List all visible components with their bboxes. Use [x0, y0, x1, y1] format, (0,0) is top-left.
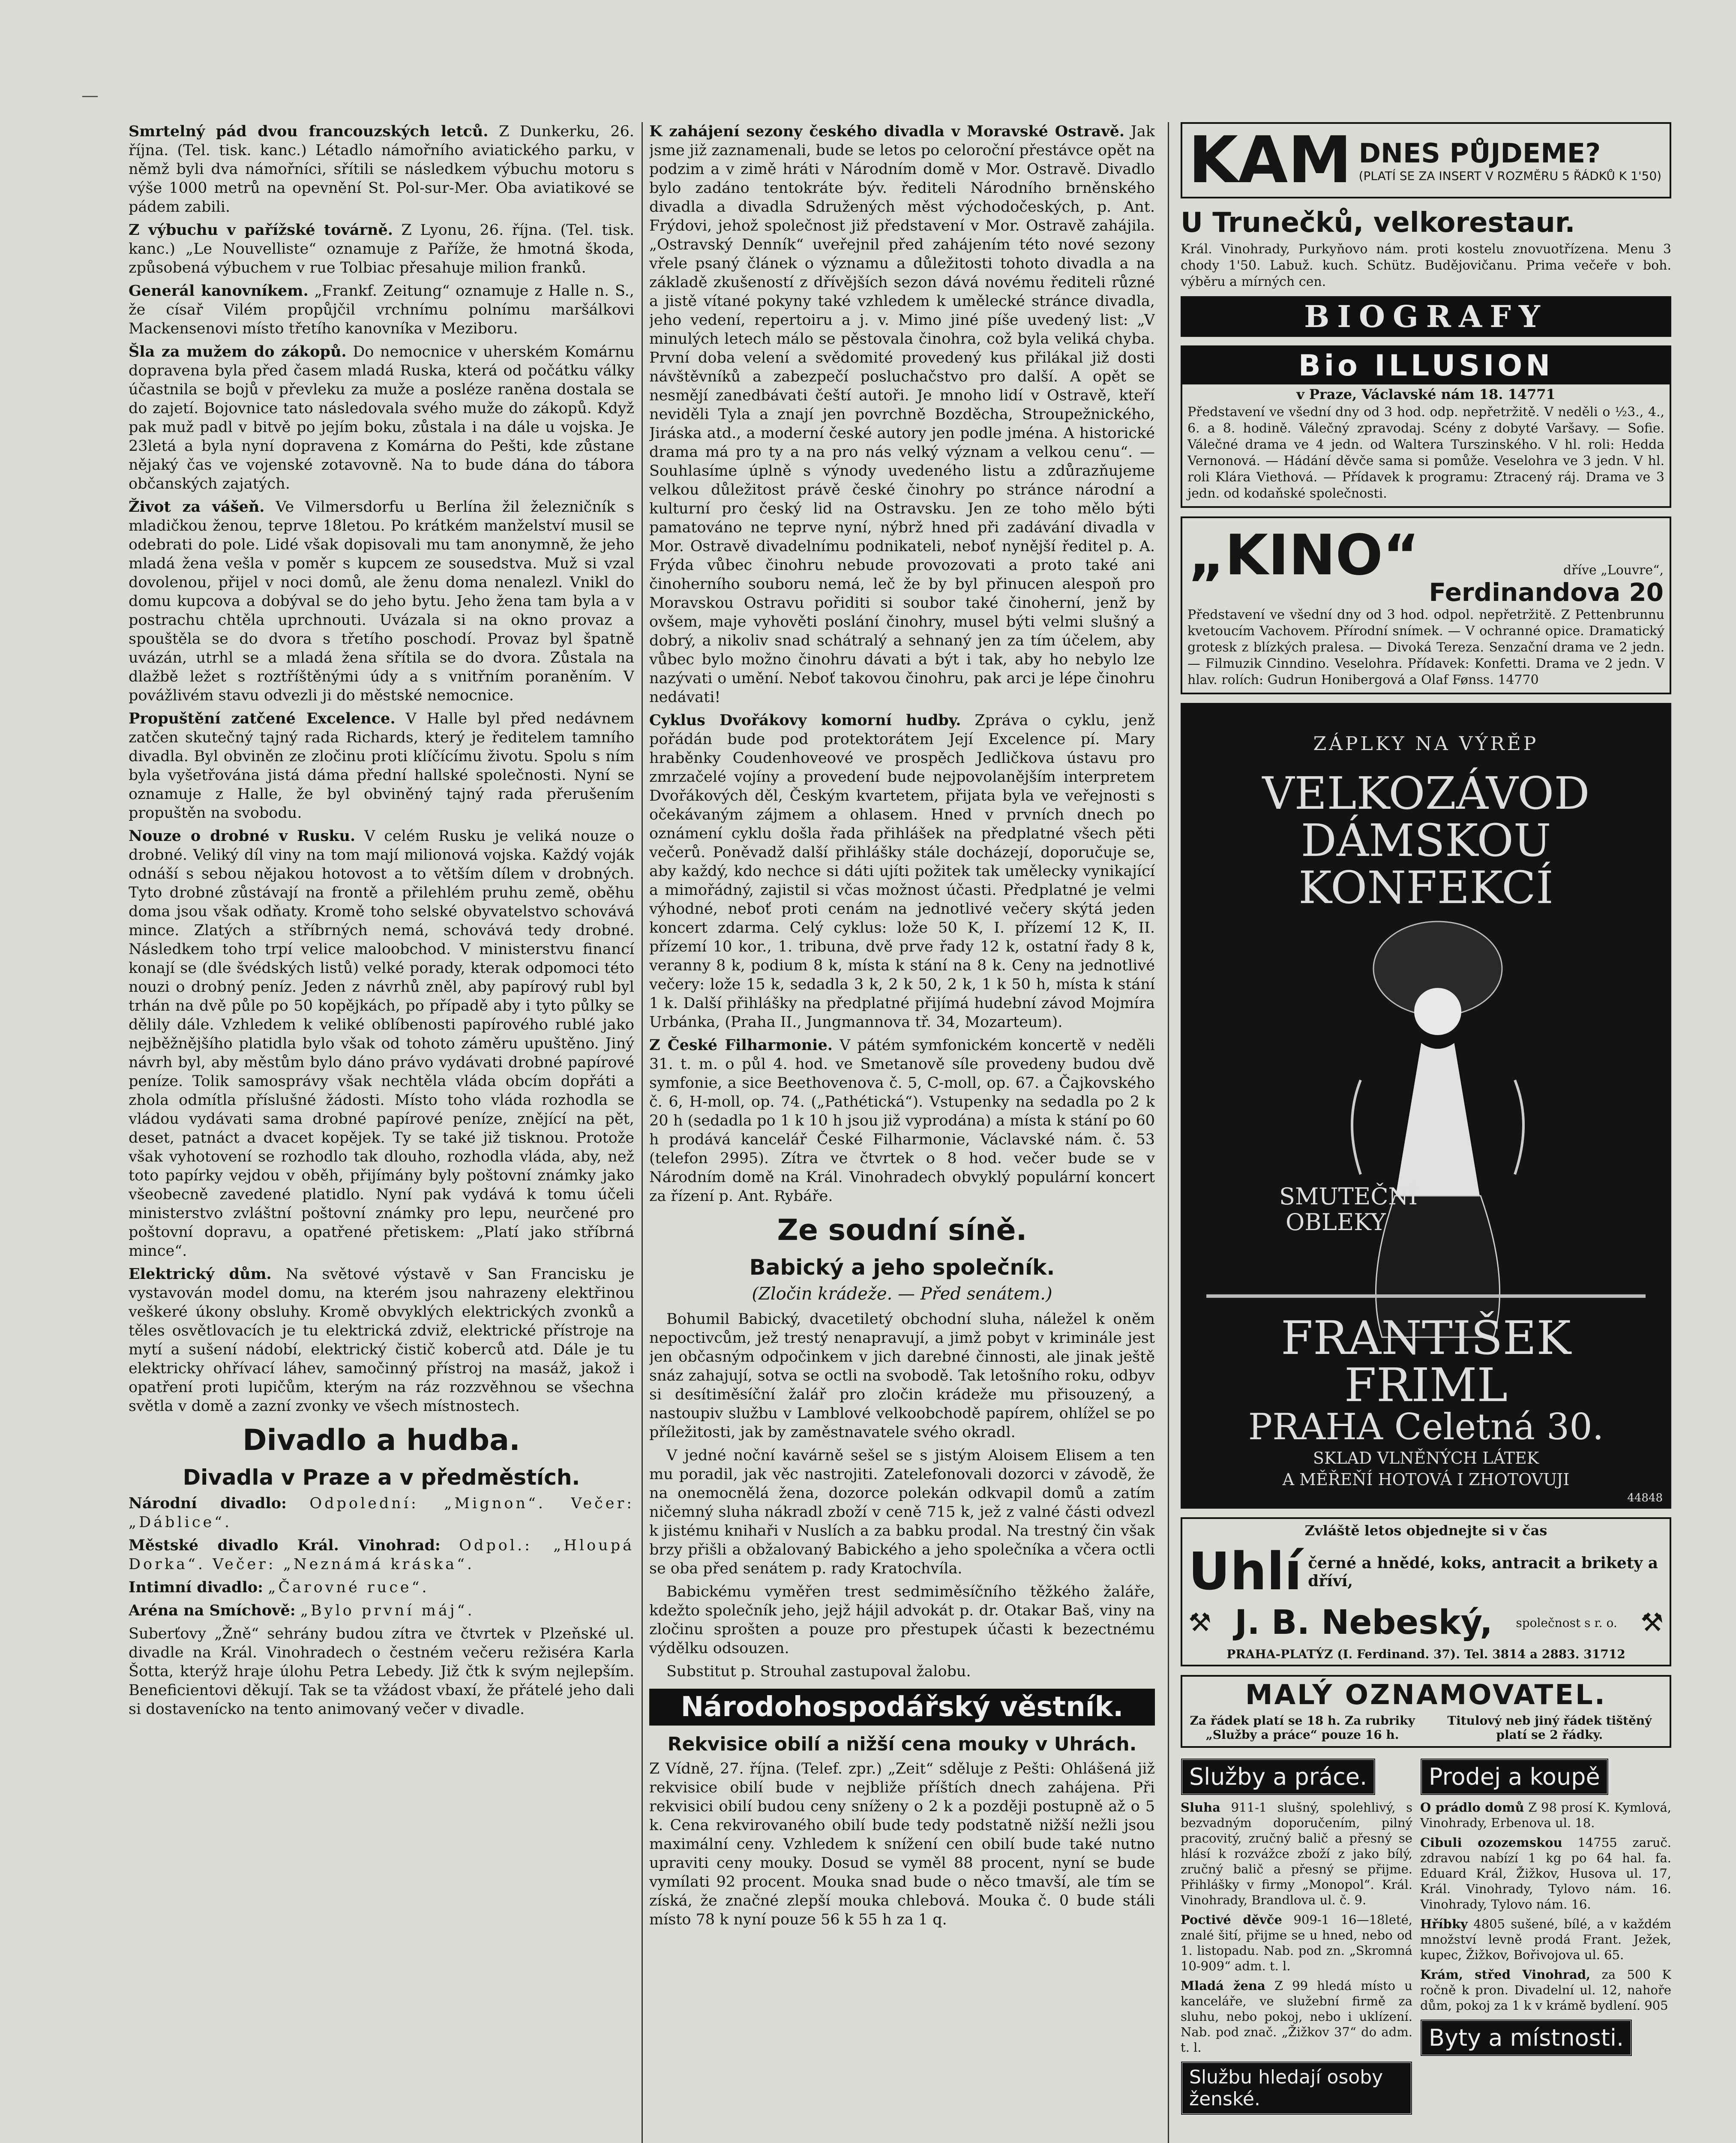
- column-2: [649, 122, 1155, 2143]
- classified-ad: [1420, 1916, 1671, 1963]
- news-article: [129, 1265, 634, 1416]
- small-ads-header: [1181, 1675, 1671, 1748]
- friml-poster-ad: [1181, 703, 1671, 1509]
- news-article-body: Do nemocnice v uherském Komárnu dopravena byla před časem mladá Ruska, která od počátku války účastnila se bojů v převleku za muže a posléze raněna dostala se do zajetí. Bojovnice tato následovala svého muže do zákopů. Když pak muž padl v bitvě po jejím boku, zůstala i na dále u vojska. Je 23letá a byla nyní dopravena z Komárna do Pešti, kde zůstane nějaký čas ve vojenské zotavovně. Na to bude dána do tábora občanských zajatých.: [129, 343, 634, 492]
- economy-subheading: Rekvisice obilí a nižší cena mouky v Uhrách.: [667, 1733, 1137, 1755]
- news-article: [129, 709, 634, 822]
- classified-text: Z 98 prosí K. Kymlová, Vinohrady, Erbenova ul. 18.: [1420, 1800, 1671, 1830]
- poster-bottom1: SKLAD VLNĚNÝCH LÁTEK: [1313, 1449, 1539, 1468]
- classified-headline: Sluha: [1181, 1800, 1220, 1815]
- theatre-venue: Městské divadlo Král. Vinohrad:: [129, 1537, 441, 1554]
- theatre-venue: Národní divadlo:: [129, 1495, 287, 1512]
- poster-bottom2: A MĚŘEŇÍ HOTOVÁ I ZHOTOVUJI: [1282, 1470, 1570, 1489]
- news-article-body: „Frankf. Zeitung“ oznamuje z Halle n. S., že císař Vilém propůjčil vrchnímu polnímu maršálkovi Mackensenovi místo třetího kanovníka v Meziboru.: [129, 282, 634, 337]
- kino-logo: „KINO“: [1188, 522, 1420, 588]
- services-header: Služby a práce.: [1181, 1758, 1376, 1795]
- court-heading: Ze soudní síně.: [777, 1213, 1027, 1247]
- classified-ad: [1181, 1978, 1412, 2055]
- culture-articles: [649, 122, 1155, 1206]
- trunecku-text: Král. Vinohrady, Purkyňovo nám. proti kostelu znovuotřízena. Menu 3 chody 1'50. Labuž. kuch. Schütz. Budějovičanu. Prima večeře v boh. výběru a mírných cen.: [1181, 242, 1671, 289]
- section-theatre-heading: Divadlo a hudba.: [243, 1423, 520, 1457]
- news-article-headline: Z výbuchu v pařížské továrně.: [129, 221, 393, 239]
- kam-ad: [1181, 122, 1671, 198]
- small-ads-rate: Za řádek platí se 18 h. Za rubriky „Služby a práce“ pouze 16 h.: [1190, 1714, 1415, 1742]
- news-article-body: V Halle byl před nedávnem zatčen skutečný tajný rada Richards, který je ředitelem tamního divadla. Byl obviněn ze zločinu proti klíčícímu životu. Spolu s ním byla vyšetřována jistá dáma přední hallské společnosti. Nyní se oznamuje z Halle, že byl obviněný tajný rada přerušením propuštěn na svobodu.: [129, 710, 634, 822]
- theatre-listing: [129, 1601, 634, 1620]
- classified-headline: Krám, střed Vinohrad,: [1420, 1967, 1591, 1982]
- theatre-venue: Aréna na Smíchově:: [129, 1602, 296, 1619]
- poster-city: PRAHA Celetná 30.: [1248, 1406, 1604, 1448]
- classified-headline: Poctivé děvče: [1181, 1912, 1282, 1927]
- theatre-program: „Čarovné ruce“.: [268, 1579, 429, 1596]
- small-ads-title-rate: Titulový neb jiný řádek tištěný platí se 2 řádky.: [1447, 1714, 1652, 1742]
- bio-illusion-address: v Praze, Václavské nám 18. 14771: [1296, 386, 1556, 402]
- classified-ad: [1181, 1800, 1412, 1908]
- culture-article-headline: Cyklus Dvořákovy komorní hudby.: [649, 711, 961, 729]
- bio-illusion-ad: [1181, 345, 1671, 508]
- classified-ad: [1420, 1967, 1671, 2013]
- theatre-venue: Intimní divadlo:: [129, 1579, 264, 1596]
- poster-name1: FRANTIŠEK: [1281, 1312, 1571, 1365]
- classified-ad: [1420, 1835, 1671, 1912]
- court-paragraph: V jedné noční kavárně sešel se s jistým Aloisem Elisem a ten mu poradil, jak věc nastrojiti. Zatelefonovali dozorci v závodě, že na onemocnělá žena, dozorce polekán odkvapil domů a zatím ničemný sluha nákradl zboží v ceně 715 k, jež z valné části odvezl k jistému knihaři v Nuslích a za babku prodal. Na trestný čin však brzy přišli a obžalovaný Babického a jeho společníka a včera octli se oba před senátem p. rady Kratochvíla.: [649, 1447, 1155, 1577]
- classified-headline: Cibuli ozozemskou: [1420, 1835, 1562, 1850]
- nebesky-company: společnost s r. o.: [1516, 1615, 1617, 1630]
- theatre-listing: [129, 1578, 634, 1597]
- page-edge-mark: —: [81, 86, 99, 105]
- classifieds-right: [1420, 1800, 1671, 2013]
- economy-article: Z Vídně, 27. října. (Telef. zpr.) „Zeit“ sděluje z Pešti: Ohlášená již rekvisice obilí bude v nejbliže příštích dnech zahájena. Při rekvisici obilí budou ceny sníženy o 2 k a později postupně až o 5 k. Cena rekvirovaného obilí bude tedy podstatně nižší nežli jsou maximální ceny. Vzhledem k snížení cen obilí bude také nutno upraviti ceny mouky. Dosud se vyměl 88 procent, nyní se bude vymílati 92 procent. Mouka snad bude o něco tmavší, ale tím se získá, že značné zlepší mouka chlebová. Mouka č. 0 bude stáli místo 78 k nyní pouze 56 k 55 h za 1 q.: [649, 1760, 1155, 1928]
- news-article: [129, 122, 634, 216]
- theatre-program: Odpol.: „Hloupá Dorka“. Večer: „Neznámá kráska“.: [129, 1537, 634, 1573]
- culture-article-headline: Z České Filharmonie.: [649, 1036, 833, 1054]
- hammer-icon: ⚒: [1188, 1608, 1211, 1638]
- biografy-band: BIOGRAFY: [1181, 296, 1671, 337]
- kam-title: DNES PŮJDEME?: [1358, 138, 1601, 169]
- kam-note: (PLATÍ SE ZA INSERT V ROZMĚRU 5 ŘÁDKŮ K 1'50): [1358, 169, 1662, 183]
- trunecku-title: U Trunečků, velkorestaur.: [1181, 207, 1575, 239]
- classified-text: 911-1 slušný, spolehlivý, s bezvadným doporučením, pilný pracovitý, zručný balič a přesný se hlásí k rozvážce zboží z jako bílý, zručný balič a přesný se přijme. Přihlášky v firmy „Monopol“. Král. Vinohrady, Brandlova ul. č. 9.: [1181, 1800, 1412, 1907]
- column-1: [129, 122, 634, 2143]
- court-paragraph: Bohumil Babický, dvacetiletý obchodní sluha, náležel k oněm nepoctivcům, jež trestý nenapravují, a jimž pobyt v kriminále jest jen občasným odpočinkem v jich darebné činnosti, ale jinak ještě snáz zahajují, sotva se octli na svobodě. Tak letošního roku, odbyv si desítiměsíční žalář pro zločin krádeže mu přisouzený, a nastoupiv službu v Lamblové velkoobchodě papírem, ohlížel se po příležitosti, jak by zaměstnavatele svého okradl.: [649, 1311, 1155, 1441]
- news-article-body: Na světové výstavě v San Francisku je vystavován model domu, na kterém jsou nahrazeny elektřinou veškeré úkony obsluhy. Kromě obvyklých elektrických zvonků a těles osvětlovacích je tu elektrická zdviž, elektrické přístroje na mytí a sušení nádobí, elektrický čistič koberců atd. Dále je tu elektricky ohřívací láhev, samočinný přístroj na masáž, jakož i opatření proti lupičům, kterým na ráz rozzvěhnou se všechna světla v domě a zazní zvonky ve všech místnostech.: [129, 1266, 634, 1415]
- small-ads-title: MALÝ OZNAMOVATEL.: [1245, 1679, 1607, 1711]
- kam-logo: KAM: [1188, 123, 1352, 198]
- news-article-body: Z Lyonu, 26. října. (Tel. tisk. kanc.) „Le Nouvelliste“ oznamuje z Paříže, že hmotná škoda, způsobená výbuchem v rue Tolbiac přesahuje milion franků.: [129, 222, 634, 276]
- news-article: [129, 498, 634, 705]
- classified-headline: O prádlo domů: [1420, 1800, 1524, 1815]
- flats-header: Byty a místnosti.: [1420, 2019, 1632, 2056]
- classified-headline: Mladá žena: [1181, 1978, 1265, 1993]
- court-paragraph: Substitut p. Strouhal zastupoval žalobu.: [666, 1663, 971, 1680]
- news-article-body: Z Dunkerku, 26. října. (Tel. tisk. kanc.) Létadlo námořního aviatického parku, v němž byli dva námořníci, sřítili se následkem výbuchu motoru s výše 1000 metrů na opevnění St. Pol-sur-Mer. Oba aviatikové se pádem zabili.: [129, 123, 634, 216]
- coal-logo: Uhlí: [1188, 1542, 1302, 1602]
- poster-line1: VELKOZÁVOD: [1262, 767, 1590, 819]
- court-paragraph: Babickému vyměřen trest sedmiměsíčního těžkého žaláře, kdežto společník jeho, jejž hájil advokát p. dr. Otakar Baš, viny na zločinu sprošten a pouze pro přestupek účasti k bezectnému výdělku odsouzen.: [649, 1583, 1155, 1657]
- classified-ad: [1181, 1912, 1412, 1974]
- culture-article: [649, 711, 1155, 1032]
- poster-line3: KONFEKCÍ: [1298, 861, 1553, 914]
- classified-text: Z 99 hledá místo u kanceláře, ve služební firmě za sluhu, nebo pokoj, nebo i uklízení. Nab. pod znač. „Žižkov 37“ do adm. t. l.: [1181, 1978, 1412, 2055]
- news-article: [129, 221, 634, 277]
- news-article: [129, 342, 634, 493]
- classified-ad: [1420, 1800, 1671, 1831]
- theatre-program: „Bylo první máj“.: [300, 1602, 475, 1619]
- news-article: [129, 282, 634, 338]
- theatre-subheading: Divadla v Praze a v předměstích.: [183, 1465, 580, 1490]
- classifieds: [1181, 1756, 1671, 2119]
- news-article-body: V celém Rusku je veliká nouze o drobné. Veliký díl viny na tom mají milionová vojska. Každý voják odnáší s sebou nějakou hotovost a to větším dílem v drobných. Tyto drobné zůstávají na frontě a přilehlém pruhu země, oběhu doma jsou však odňaty. Kromě toho selské obyvatelstvo schovává mince. Zlatých a stříbrných nemá, schovává tedy drobné. Následkem toho trpí velice maloobchod. V ministerstvu financí konají se (dle švédských listů) velké porady, kterak odpomoci této nouzi o drobný peníz. Jeden z návrhů zněl, aby papírový rubl byl trhán na dvě půle po 50 kopějkách, po případě aby i tyto půlky se dělily dále. Vzhledem k veliké oblíbenosti papírového rublé jako nejběžnějšího platidla bylo však od tohoto záměru upuštěno. Jiný návrh byl, aby městům bylo dáno právo vydávati drobné papírové peníze. Tolik samosprávy však nechtěla vláda obcím dopřáti a zhola odmítla příslušné žádosti. Místo toho vláda rozhodla se vládou vydávati sama drobné papírové peníze, znějící na pět, deset, patnáct a dvacet kopějek. Ty se také již tisknou. Protože však vyhotovení se rozhodlo tak dlouho, rozhodla vláda, aby, než toto papírky vejdou v oběh, přijímány byly poštovní známky jako všeobecně zavedené platidlo. Nyní pak vydává k tomu účeli ministerstvo zvláštní poštovní známky pro lepu, neurčené pro poštovní dopravu, a opatřené přetiskem: „Platí jako stříbrná mince“.: [129, 828, 634, 1260]
- court-report: [649, 1310, 1155, 1681]
- hammer-icon: ⚒: [1640, 1608, 1664, 1638]
- poster-line2: DÁMSKOU: [1301, 814, 1551, 867]
- poster-mourning1: SMUTEČNÍ: [1279, 1183, 1418, 1210]
- news-article-headline: Život za vášeň.: [129, 498, 265, 516]
- theatre-note: Suberťovy „Žně“ sehrány budou zítra ve čtvrtek v Plzeňské ul. divadle na Král. Vinohradech o čestném večeru režiséra Karla Šotta, kterýž hraje úlohu Petra Lebedy. Již čtk k svým nejlepším. Beneficientovi děkují. Tak se ta vžádost vbaxí, že přátelé jeho dali si dostavenícko na tento animovaný večer v divadle.: [129, 1625, 634, 1718]
- news-article-headline: Propuštění zatčené Excelence.: [129, 710, 396, 727]
- poster-tagline: ZÁPLKY NA VÝRĚP: [1313, 733, 1539, 755]
- court-dek: (Zločin krádeže. — Před senátem.): [752, 1284, 1052, 1304]
- news-article-headline: Nouze o drobné v Rusku.: [129, 827, 356, 845]
- kino-program: Představení ve všední dny od 3 hod. odpol. nepřetržitě. Z Pettenbrunnu kvetoucím Vachovem. Přírodní snímek. — V ochranné opice. Dramatický grotesk z blízkých pralesa. — Divoká Tereza. Senzační drama ve 2 jedn. — Filmuzik Cinndino. Veselohra. Přídavek: Konfetti. Drama ve 2 jedn. V hlav. rolích: Gudrun Honibergová a Olaf Fønss. 14770: [1187, 607, 1664, 687]
- news-article: [129, 827, 634, 1261]
- kino-ad: [1181, 516, 1671, 694]
- classified-headline: Hříbky: [1420, 1917, 1468, 1931]
- classified-text: 14755 zaruč. zdravou nabízí 1 kg po 64 hal. fa. Eduard Král, Žižkov, Husova ul. 17, Král. Vinohrady, Tylovo nám. 16. Vinohrady, Tylovo nám. 16.: [1420, 1835, 1671, 1912]
- culture-article-body: Zpráva o cyklu, jenž pořádán bude pod protektorátem Její Excelence pí. Mary hraběnky Coudenhoveové ve prospěch Jedličkova ústavu pro zmrzačelé vojíny a provedení bude nejpovolanějším interpretem Dvořákových děl, Českým kvartetem, přijata byla ve veřejnosti s očekávaným zájmem a ohlasem. Hned v prvních dnech po oznámení cyklu došla řada přihlášek na předplatné všech pěti večerů. Poněvadž další přihlášky stále docházejí, doporučuje se, aby každý, kdo nechce si dáti ujíti požitek tak umělecky vynikající a mimořádný, zajistil si včas možnost účasti. Předplatné je velmi výhodné, neboť proti cenám na jednotlivé večery skýtá jeden koncert zdarma. Celý cyklus: lože 50 K, I. přízemí 12 K, II. přízemí 10 kor., 1. tribuna, dvě prve řady 12 k, ostatní řady 8 k, veranny 8 k, podium 8 k, místa k stání na 8 k. Ceny na jednotlivé večery: lože 15 k, sedadla 3 k, 2 k 50, 2 k, 1 k 50 h, místa k stání 1 k. Další přihlášky na předplatné přijímá hudební závod Mojmíra Urbánka, (Praha II., Jungmannova tř. 34, Mozarteum).: [649, 712, 1155, 1031]
- news-articles: [129, 122, 634, 1416]
- culture-article: [649, 122, 1155, 707]
- news-article-headline: Generál kanovníkem.: [129, 282, 309, 300]
- poster-mourning2: OBLEKY: [1286, 1209, 1386, 1236]
- culture-article-headline: K zahájení sezony českého divadla v Moravské Ostravě.: [649, 123, 1125, 140]
- classified-text: za 500 K ročně k pron. Divadelní ul. 12, nahoře dům, pokoj za 1 k v krámě bydlení. 905: [1420, 1967, 1671, 2013]
- theatre-listing: [129, 1494, 634, 1532]
- culture-article-body: Jak jsme již zaznamenali, bude se letos po celoroční přestávce opět na podzim a v zimě hráti v Národním domě v Mor. Ostravě. Divadlo bylo zadáno tentokráte býv. řediteli Národního brněnského divadla a divadla Sdružených měst východočeských, p. Ant. Frýdovi, jehož společnost již představení v Mor. Ostravě zahájila. „Ostravský Denník“ uveřejnil před zahájením této nové sezony vřele psaný článek o významu a důležitosti tohoto divadla a na základě zkušeností z dřívějších sezon dává novému řediteli různé a jistě vítané pokyny také vzhledem k umělecké stránce divadla, jeho vedení, repertoiru a j. v. Mimo jiné píše uvedený list: „V minulých letech málo se pěstovala činohra, což byla veliká chyba. První doba velení a svědomité provedený kus přilákal již dosti návštěvníků a zabezpečí posluchačstvo pro další. A opět se nesmějí zanedbávati čeští autoři. Je mnoho lidí v Ostravě, kteří neviděli Tyla a znají jen povrchně Bozděcha, Stroupežnického, Jiráska atd., a moderní české autory jen podle jména. A historické drama má pro ty a na pro nás velký význam a velkou cenu“. — Souhlasíme úplně s výnody uvedeného listu a zdůrazňujeme velkou důležitost právě české činohry po stránce národní a kulturní pro český lid na Ostravsku. Jen ze toho mělo býti pamatováno ne teprve nyní, nýbrž hned při zadávání divadla v Mor. Ostravě divadelnímu podnikateli, neboť nynější ředitel p. A. Frýda vůbec činohru nebude provozovati a proto také ani činoherního souboru nemá, leč že by byl přinucen alespoň pro Moravskou Ostravu pořiditi si soubor také činoherní, jenž by ovšem, maje vyhověti poslání činohry, musel býti velmi slušný a dobrý, a nikoliv snad schátralý a sehnaný jen za tím účelem, aby vůbec bylo možno činohru dávati a být i tak, aby ho nebylo lze nazývati o umění. Neboť takovou činohru, pak arci je lépe činohru nedávati!: [649, 123, 1155, 706]
- news-article-body: Ve Vilmersdorfu u Berlína žil železničník s mladičkou ženou, teprve 18letou. Po krátkém manželství musil se odebrati do pole. Lidé však dopisovali mu tam anonymně, že jeho mladá žena vešla v poměr s kupcem ze sousedstva. Muž si vzal dovolenou, přijel v noci domů, ale ženu doma nenalezl. Vnikl do domu kupcova a dobýval se do jeho bytu. Jeho žena tam byla a v postrachu chtěla uprchnouti. Uvázala si na okno provaz a spouštěla se do dvora s třetího poschodí. Provaz byl špatně uvázán, utrhl se a mladá žena sřítila se do dvora. Zůstala na dlažbě ležet s roztříštěnými údy a s vnitřním poraněním. V povážlivém stavu odvezli ji do městské nemocnice.: [129, 498, 634, 704]
- theatre-listings: [129, 1494, 634, 1620]
- column-rule: [642, 122, 643, 2143]
- classifieds-left: [1181, 1800, 1412, 2055]
- culture-article-body: V pátém symfonickém koncertě v neděli 31. t. m. o půl 4. hod. ve Smetanově síle provedeny budou dvě symfonie, a sice Beethovenova č. 5, C-moll, op. 67. a Čajkovského č. 6, H-moll, op. 74. („Pathétická“). Vstupenky na sedadla po 2 k 20 h (sedadla po 1 k 10 h jsou již vyprodána) a místa k stání po 60 h prodává kancelář České Filharmonie, Václavské nám. č. 53 (telefon 2995). Zítra ve čtvrtek o 8 hod. večer bude se v Národním domě na Král. Vinohradech obvyklý populární koncert za řízení p. Ant. Rybáře.: [649, 1037, 1155, 1205]
- classified-text: 4805 sušené, bílé, a v každém množství levně prodá Frant. Ježek, kupec, Žižkov, Bořivojova ul. 65.: [1420, 1917, 1671, 1962]
- coal-products: černé a hnědé, koks, antracit a brikety a dříví,: [1308, 1554, 1658, 1590]
- economy-heading: Národohospodářský věstník.: [649, 1689, 1155, 1726]
- poster-name2: FRIML: [1344, 1359, 1508, 1412]
- news-article-headline: Smrtelný pád dvou francouzských letců.: [129, 123, 489, 140]
- news-article-headline: Elektrický dům.: [129, 1265, 272, 1283]
- theatre-program: Odpolední: „Mignon“. Večer: „Dáblice“.: [129, 1495, 634, 1531]
- kino-address: Ferdinandova 20: [1429, 578, 1664, 607]
- classified-text: 909-1 16—18leté, znalé šití, přijme se u hned, nebo od 1. listopadu. Nab. pod zn. „Skromná 10-909“ adm. t. l.: [1181, 1912, 1412, 1973]
- poster-number: 44848: [1627, 1492, 1663, 1504]
- bio-illusion-program: Představení ve všední dny od 3 hod. odp. nepřetržitě. V neděli o ½3., 4., 6. a 8. hodině. Válečný zpravodaj. Scény z dobyté Varšavy. — Sofie. Válečné drama ve 4 jedn. od Waltera Turszinského. V hl. roli: Hedda Vernonová. — Hádání děvče sama si pomůže. Veselohra ve 3 jedn. V hl. roli Klára Viethová. — Přídavek k programu: Ztracený ráj. Drama ve 3 jedn. od kodaňské společnosti.: [1187, 405, 1664, 501]
- bio-illusion-title: Bio ILLUSION: [1182, 347, 1670, 384]
- column-rule: [1168, 122, 1169, 2143]
- sale-header: Prodej a koupě: [1420, 1758, 1609, 1795]
- women-seeking-header: Službu hledají osoby ženské.: [1181, 2061, 1412, 2115]
- theatre-listing: [129, 1536, 634, 1574]
- news-article-headline: Šla za mužem do zákopů.: [129, 343, 347, 360]
- kino-formerly: dříve „Louvre“,: [1563, 563, 1664, 578]
- culture-article: [649, 1036, 1155, 1206]
- nebesky-address: PRAHA-PLATÝZ (I. Ferdinand. 37). Tel. 3814 a 2883. 31712: [1226, 1647, 1625, 1661]
- nebesky-name: J. B. Nebeský,: [1235, 1603, 1493, 1642]
- court-subheading: Babický a jeho společník.: [749, 1255, 1055, 1280]
- coal-ad: [1181, 1517, 1671, 1666]
- coal-tagline: Zvláště letos objednejte si v čas: [1304, 1522, 1547, 1539]
- column-3-ads: [1181, 122, 1671, 2143]
